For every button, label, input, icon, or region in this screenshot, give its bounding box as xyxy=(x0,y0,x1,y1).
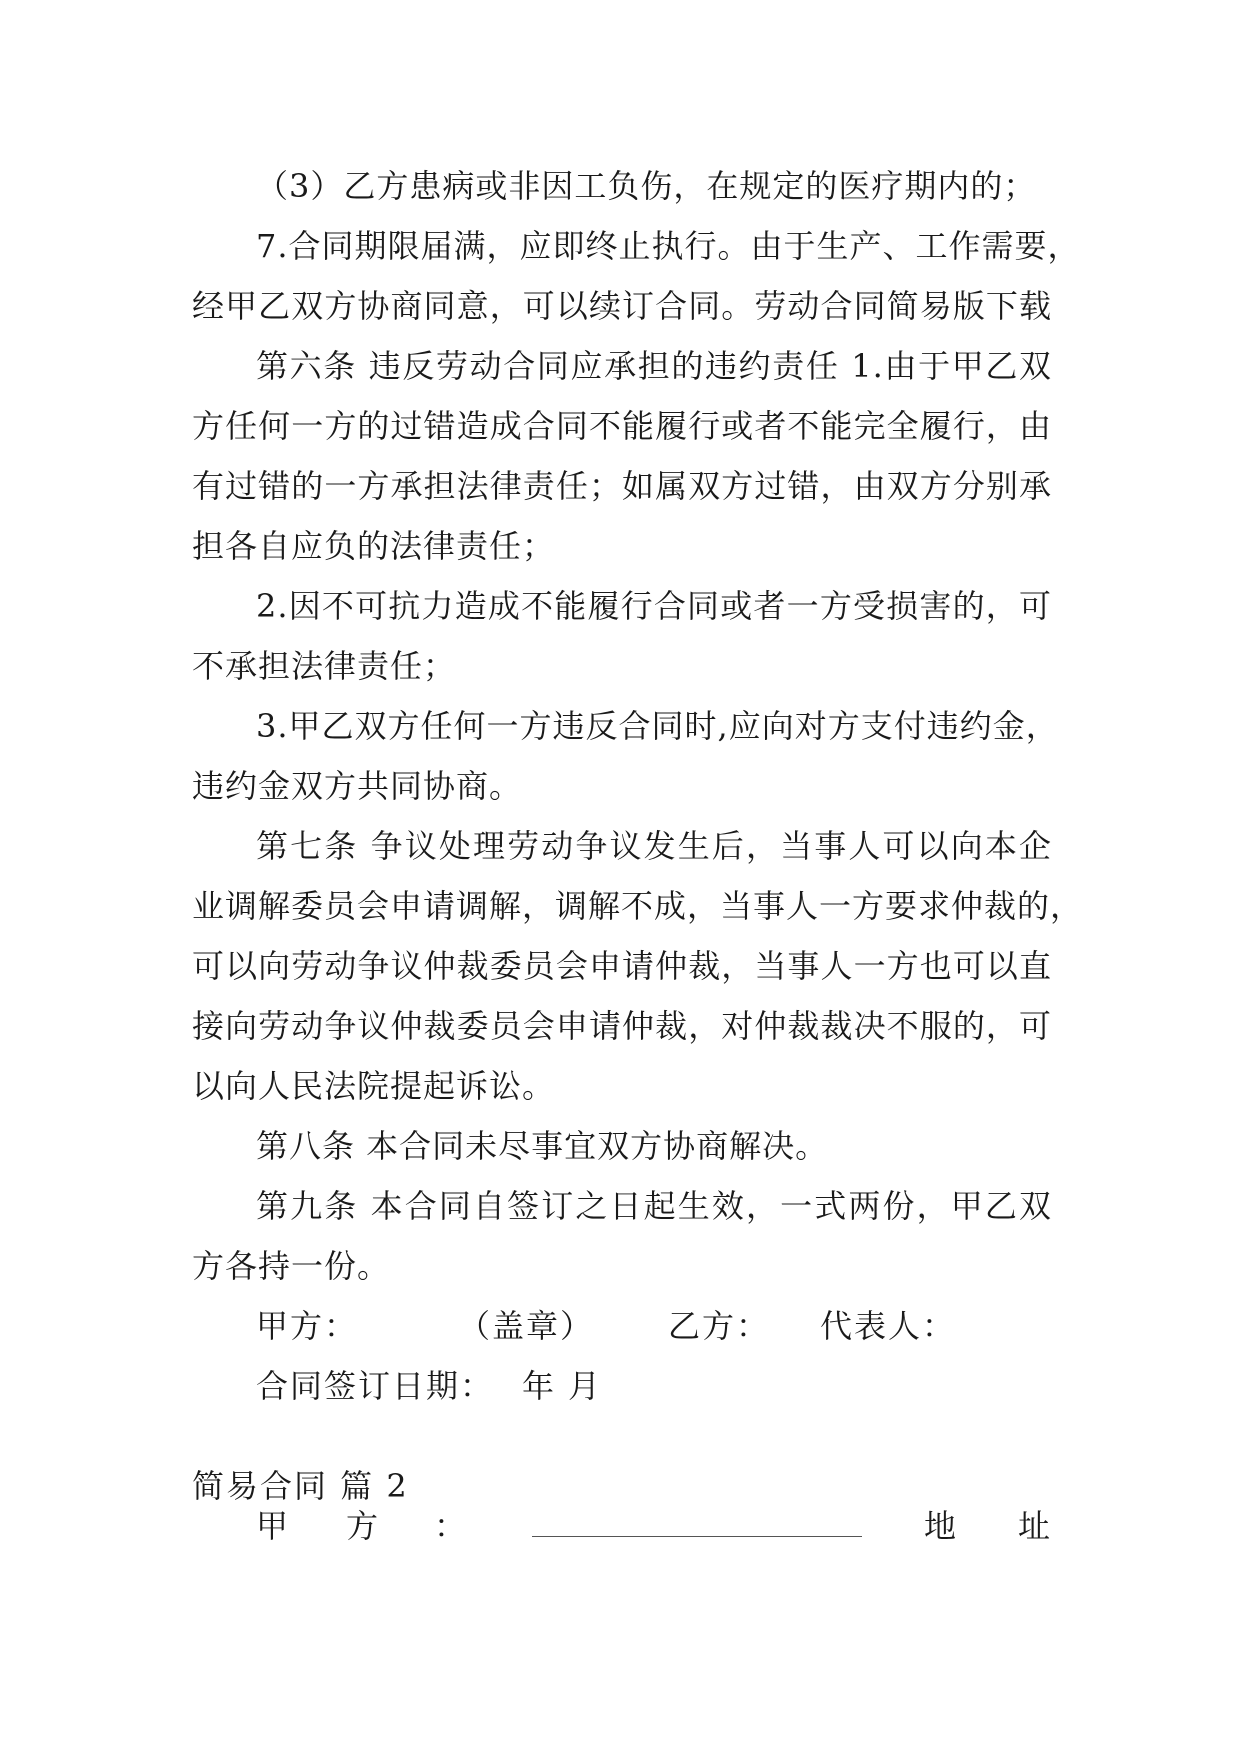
party-a-blank xyxy=(532,1536,862,1537)
party-a-char: 甲 xyxy=(256,1507,291,1545)
text-line: 接向劳动争议仲裁委员会申请仲裁，对仲裁裁决不服的，可 xyxy=(192,1007,1052,1045)
seal-label: （盖章） xyxy=(458,1307,595,1345)
address-char: 地 xyxy=(924,1507,959,1545)
text-line: 违约金双方共同协商。 xyxy=(192,767,523,805)
text-line: 担各自应负的法律责任； xyxy=(192,527,556,565)
text-line: 业调解委员会申请调解，调解不成，当事人一方要求仲裁的， xyxy=(192,887,1084,925)
text-line: 第九条 本合同自签订之日起生效，一式两份，甲乙双 xyxy=(256,1187,1052,1225)
party-a-char: ： xyxy=(434,1507,469,1545)
party-a-char: 方 xyxy=(346,1507,381,1545)
text-line: 第七条 争议处理劳动争议发生后，当事人可以向本企 xyxy=(256,827,1052,865)
text-line: 以向人民法院提起诉讼。 xyxy=(192,1067,556,1105)
text-line: 第八条 本合同未尽事宜双方协商解决。 xyxy=(256,1127,829,1165)
text-line: 经甲乙双方协商同意，可以续订合同。劳动合同简易版下载 xyxy=(192,287,1052,325)
text-line: 可以向劳动争议仲裁委员会申请仲裁，当事人一方也可以直 xyxy=(192,947,1052,985)
text-line: 第六条 违反劳动合同应承担的违约责任 1.由于甲乙双 xyxy=(256,347,1052,385)
address-char: 址 xyxy=(1018,1507,1053,1545)
text-line: （3）乙方患病或非因工负伤，在规定的医疗期内的； xyxy=(256,167,1037,205)
sign-date-label: 合同签订日期： xyxy=(256,1367,495,1405)
text-line: 有过错的一方承担法律责任；如属双方过错，由双方分别承 xyxy=(192,467,1052,505)
text-line: 方任何一方的过错造成合同不能履行或者不能完全履行，由 xyxy=(192,407,1052,445)
text-line: 7.合同期限届满，应即终止执行。由于生产、工作需要， xyxy=(256,227,1081,265)
party-b-label: 乙方： xyxy=(668,1307,771,1345)
text-line: 2.因不可抗力造成不能履行合同或者一方受损害的，可 xyxy=(256,587,1052,625)
text-line: 3.甲乙双方任何一方违反合同时,应向对方支付违约金， xyxy=(256,707,1059,745)
party-a-label: 甲方： xyxy=(256,1307,359,1345)
sign-date-year: 年 xyxy=(522,1367,557,1405)
representative-label: 代表人： xyxy=(820,1307,957,1345)
text-line: 方各持一份。 xyxy=(192,1247,391,1285)
text-line: 不承担法律责任； xyxy=(192,647,457,685)
section-heading: 简易合同 篇 2 xyxy=(192,1467,409,1505)
sign-date-month: 月 xyxy=(568,1367,603,1405)
